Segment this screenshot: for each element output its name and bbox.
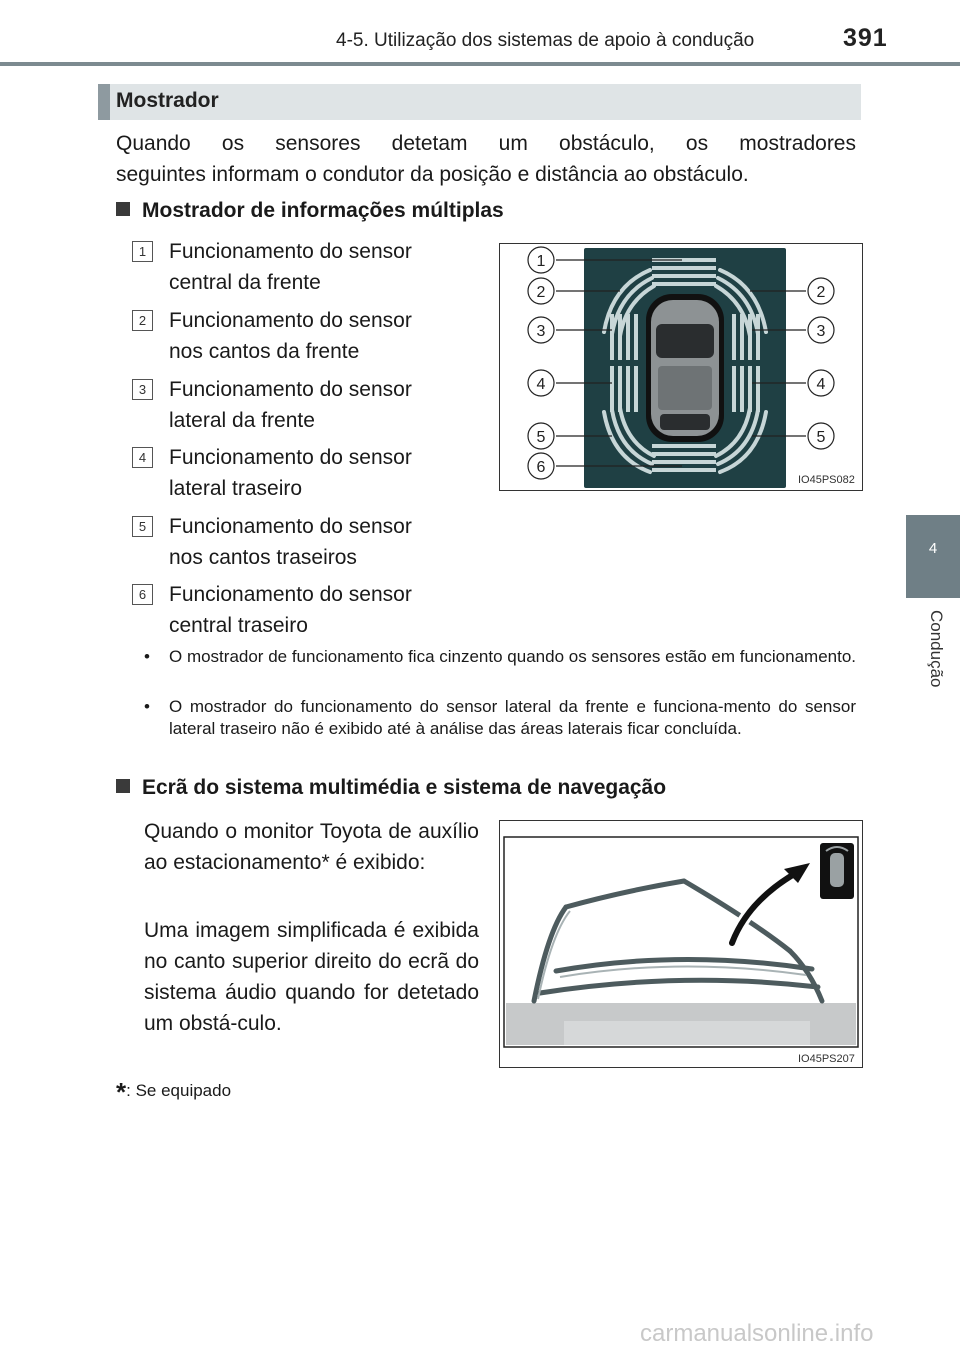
list-item-line: lateral da frente	[169, 409, 315, 432]
list-item-line: Funcionamento do sensor	[169, 240, 412, 263]
subsection-heading-2	[116, 776, 666, 800]
list-item-line: lateral traseiro	[169, 477, 303, 500]
list-item	[169, 236, 412, 298]
footnote-text: : Se equipado	[126, 1081, 232, 1100]
watermark: carmanualsonline.info	[640, 1320, 874, 1347]
paragraph: Uma imagem simplificada é exibida no canto superior direito do ecrã do sistema áudio quando for detetado um obstá-culo.	[144, 919, 479, 1035]
figure-code: IO45PS207	[798, 1053, 855, 1065]
callout-right: 2	[816, 284, 826, 301]
callout-right: 5	[816, 429, 826, 446]
list-item-line: central traseiro	[169, 614, 308, 637]
chapter-tab-number: 4	[928, 540, 938, 557]
multimedia-screen-figure	[499, 820, 863, 1068]
list-item-line: Funcionamento do sensor	[169, 378, 412, 401]
note-bullet-text: O mostrador de funcionamento fica cinzento quando os sensores estão em funcionamento.	[169, 647, 857, 666]
intro-line-1: Quando os sensores detetam um obstáculo, os mostradores	[116, 132, 856, 155]
intro-line-2: seguintes informam o condutor da posição e distância ao obstáculo.	[116, 163, 749, 186]
list-item	[169, 374, 412, 436]
note-bullet	[144, 696, 856, 740]
header-rule	[0, 62, 960, 66]
square-bullet-icon	[116, 779, 130, 793]
callout-left: 2	[536, 284, 546, 301]
item-number: 2	[132, 310, 153, 331]
multimedia-screen-illustration	[500, 821, 862, 1067]
subsection-title-2: Ecrã do sistema multimédia e sistema de navegação	[142, 776, 667, 799]
callout-right: 3	[816, 323, 826, 340]
list-item-line: Funcionamento do sensor	[169, 309, 412, 332]
list-item-line: Funcionamento do sensor	[169, 583, 412, 606]
subsection-title-1: Mostrador de informações múltiplas	[142, 199, 504, 222]
subsection-heading-1	[116, 199, 504, 223]
list-item-line: central da frente	[169, 271, 321, 294]
footnote-mark: *	[116, 1077, 127, 1107]
square-bullet-icon	[116, 202, 130, 216]
item-number: 3	[132, 379, 153, 400]
bullet-dot: •	[144, 697, 150, 716]
item-number: 1	[132, 241, 153, 262]
list-item	[169, 305, 412, 367]
callout-left: 1	[536, 253, 546, 270]
bullet-dot: •	[144, 647, 150, 666]
item-number: 5	[132, 516, 153, 537]
item-number: 6	[132, 584, 153, 605]
note-bullet-text: O mostrador do funcionamento do sensor lateral da frente e funciona-mento do sensor lateral traseiro não é exibido até à análise das áreas laterais ficar concluída.	[169, 697, 856, 738]
sensor-display-illustration	[500, 244, 862, 490]
chapter-tab-label: Condução	[927, 610, 946, 688]
list-item	[169, 511, 412, 573]
list-item	[169, 579, 412, 641]
list-item-line: nos cantos da frente	[169, 340, 360, 363]
list-item	[169, 442, 412, 504]
callout-left: 3	[536, 323, 546, 340]
list-item-line: Funcionamento do sensor	[169, 446, 412, 469]
callout-left: 5	[536, 429, 546, 446]
footnote	[116, 1077, 231, 1108]
figure-code: IO45PS082	[798, 474, 855, 486]
note-bullet	[144, 646, 856, 668]
paragraph: Quando o monitor Toyota de auxílio ao estacionamento* é exibido:	[144, 820, 479, 874]
callout-right: 4	[816, 376, 826, 393]
list-item-line: Funcionamento do sensor	[169, 515, 412, 538]
list-item-line: nos cantos traseiros	[169, 546, 357, 569]
section-title: Mostrador	[116, 89, 219, 112]
page-number: 391	[843, 24, 888, 52]
item-number: 4	[132, 447, 153, 468]
callout-left: 6	[536, 459, 546, 476]
sensor-display-figure	[499, 243, 863, 491]
callout-left: 4	[536, 376, 546, 393]
running-header: 4-5. Utilização dos sistemas de apoio à condução	[336, 30, 755, 51]
